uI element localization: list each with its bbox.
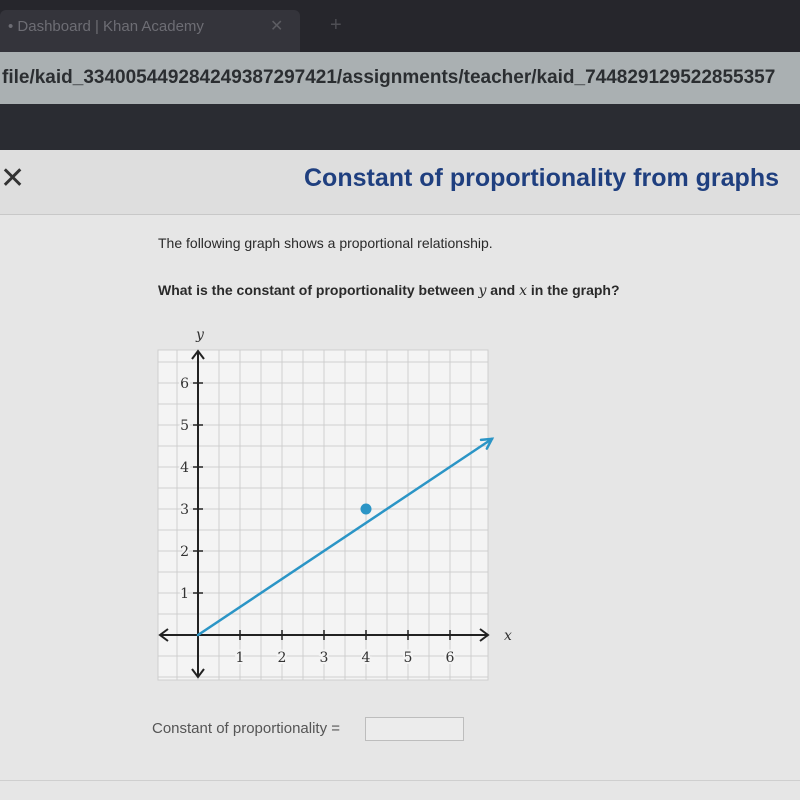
question-prompt-end: in the graph?	[526, 282, 620, 298]
exercise-header	[0, 150, 800, 215]
y-tick-label: 4	[180, 460, 189, 476]
y-tick-label: 2	[180, 544, 189, 560]
y-tick-label: 1	[180, 586, 189, 602]
y-tick-label: 6	[180, 376, 189, 392]
page-title: Constant of proportionality from graphs	[304, 164, 779, 192]
question-prompt-start: What is the constant of proportionality between	[158, 282, 479, 298]
close-icon[interactable]: ✕	[0, 162, 26, 195]
url-text[interactable]: file/kaid_334005449284249387297421/assignments/teacher/kaid_744829129522855357	[2, 67, 776, 88]
graph-background	[158, 350, 488, 680]
x-axis-label: x	[504, 628, 512, 644]
tab-close-icon[interactable]: ✕	[270, 18, 284, 35]
new-tab-icon[interactable]: +	[330, 14, 342, 36]
y-tick-label: 5	[180, 418, 189, 434]
data-point	[361, 504, 372, 515]
divider	[0, 780, 800, 781]
x-tick-label: 5	[403, 650, 413, 666]
browser-tab-bar	[0, 0, 800, 52]
bookmarks-bar	[0, 104, 800, 150]
question-prompt-middle: and	[486, 282, 520, 298]
variable-y: y	[478, 283, 487, 299]
x-tick-label: 4	[361, 650, 371, 666]
address-bar[interactable]	[0, 52, 800, 104]
x-tick-label: 2	[277, 650, 287, 666]
answer-input[interactable]	[365, 717, 464, 741]
coordinate-graph	[150, 325, 520, 695]
browser-tab[interactable]	[0, 10, 300, 52]
x-tick-label: 3	[319, 650, 329, 666]
question-prompt	[158, 282, 620, 299]
tab-title: • Dashboard | Khan Academy	[8, 18, 204, 35]
answer-label: Constant of proportionality =	[152, 720, 341, 737]
y-axis-label: y	[196, 327, 204, 343]
x-tick-label: 1	[235, 650, 245, 666]
variable-x: x	[519, 283, 527, 299]
question-intro: The following graph shows a proportional relationship.	[158, 235, 493, 251]
y-tick-label: 3	[180, 502, 189, 518]
question-area	[0, 215, 800, 800]
x-tick-label: 6	[445, 650, 455, 666]
